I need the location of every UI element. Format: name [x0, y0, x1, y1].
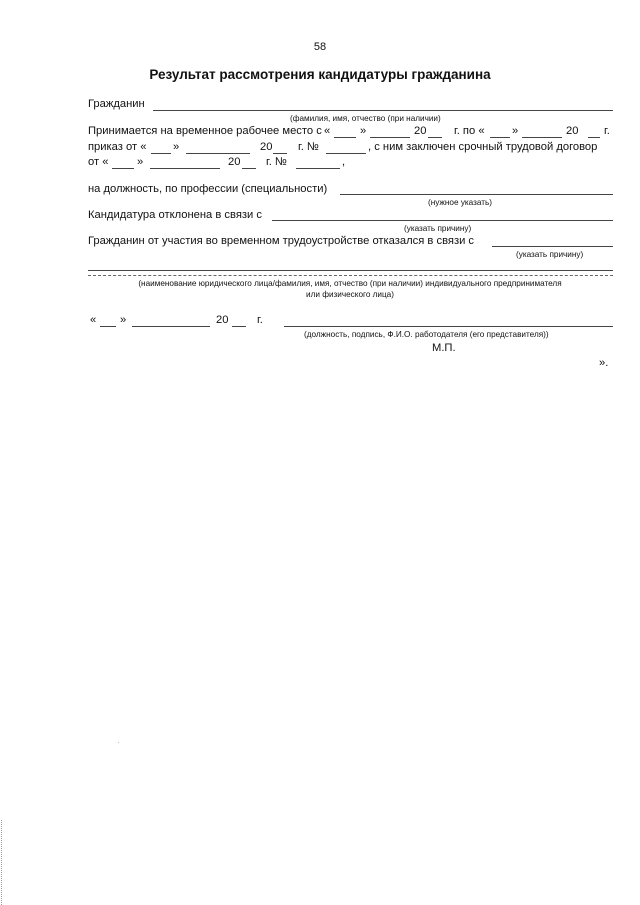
contract-month-field[interactable] — [150, 168, 220, 169]
employer-caption-line2: или физического лица) — [306, 290, 394, 299]
order-month-field[interactable] — [186, 153, 250, 154]
refused-reason-field[interactable] — [492, 246, 613, 247]
stamp-label: М.П. — [432, 342, 456, 354]
year-suffix: г. — [604, 125, 610, 137]
to-day-field[interactable] — [490, 137, 510, 138]
refused-label: Гражданин от участия во временном трудоустройстве отказался в связи с — [88, 235, 475, 247]
order-day-field[interactable] — [151, 153, 171, 154]
from-year-prefix: 20 — [414, 125, 427, 137]
order-label: приказ от « — [88, 141, 147, 153]
quote-close: » — [512, 125, 519, 137]
rejected-caption: (указать причину) — [404, 224, 472, 233]
citizen-name-field[interactable] — [153, 110, 613, 111]
order-year-field[interactable] — [273, 153, 287, 154]
closing-quote: ». — [599, 357, 609, 369]
from-day-field[interactable] — [334, 137, 356, 138]
sign-quote-open: « — [90, 314, 97, 326]
comma: , — [342, 156, 346, 168]
scan-speck — [118, 742, 119, 743]
contract-text: , с ним заключен срочный трудовой договор — [368, 141, 598, 153]
employer-caption-line1: (наименование юридического лица/фамилия, имя, отчество (при наличии) индивидуального предпринимателя — [138, 279, 562, 288]
sign-day-field[interactable] — [100, 326, 116, 327]
contract-number-label: г. № — [266, 156, 287, 168]
from-year-field[interactable] — [428, 137, 442, 138]
sign-year-prefix: 20 — [216, 314, 229, 326]
accepted-label: Принимается на временное рабочее место с — [88, 125, 322, 137]
position-label: на должность, по профессии (специальности) — [88, 183, 328, 195]
position-caption: (нужное указать) — [428, 198, 493, 207]
to-year-prefix: 20 — [566, 125, 579, 137]
to-year-field[interactable] — [588, 137, 600, 138]
page-number: 58 — [313, 41, 327, 53]
citizen-caption: (фамилия, имя, отчество (при наличии) — [290, 114, 441, 123]
order-number-label: г. № — [298, 141, 319, 153]
to-month-field[interactable] — [522, 137, 562, 138]
sign-quote-close: » — [120, 314, 127, 326]
employer-signature-field[interactable] — [284, 326, 613, 327]
rejected-label: Кандидатура отклонена в связи с — [88, 209, 262, 221]
sign-month-field[interactable] — [132, 326, 210, 327]
contract-number-field[interactable] — [296, 168, 340, 169]
quote-close: » — [360, 125, 367, 137]
position-field[interactable] — [340, 194, 613, 195]
to-prefix: г. по « — [454, 125, 485, 137]
contract-date-label: от « — [88, 156, 109, 168]
refused-caption: (указать причину) — [516, 250, 584, 259]
document-title: Результат рассмотрения кандидатуры гражданина — [149, 67, 491, 82]
quote-open: « — [324, 125, 331, 137]
rejected-reason-field[interactable] — [272, 220, 613, 221]
quote-close: » — [173, 141, 180, 153]
sign-year-field[interactable] — [232, 326, 246, 327]
signature-caption: (должность, подпись, Ф.И.О. работодателя (его представителя)) — [304, 330, 549, 339]
sign-year-suffix: г. — [257, 314, 263, 326]
contract-year-field[interactable] — [242, 168, 256, 169]
scan-edge — [1, 820, 2, 905]
refused-reason-field-continued[interactable] — [88, 270, 613, 271]
order-year-prefix: 20 — [260, 141, 273, 153]
from-month-field[interactable] — [370, 137, 410, 138]
quote-close: » — [137, 156, 144, 168]
order-number-field[interactable] — [326, 153, 366, 154]
contract-day-field[interactable] — [112, 168, 134, 169]
contract-year-prefix: 20 — [228, 156, 241, 168]
citizen-label: Гражданин — [88, 98, 145, 110]
employer-name-field[interactable] — [88, 275, 613, 276]
